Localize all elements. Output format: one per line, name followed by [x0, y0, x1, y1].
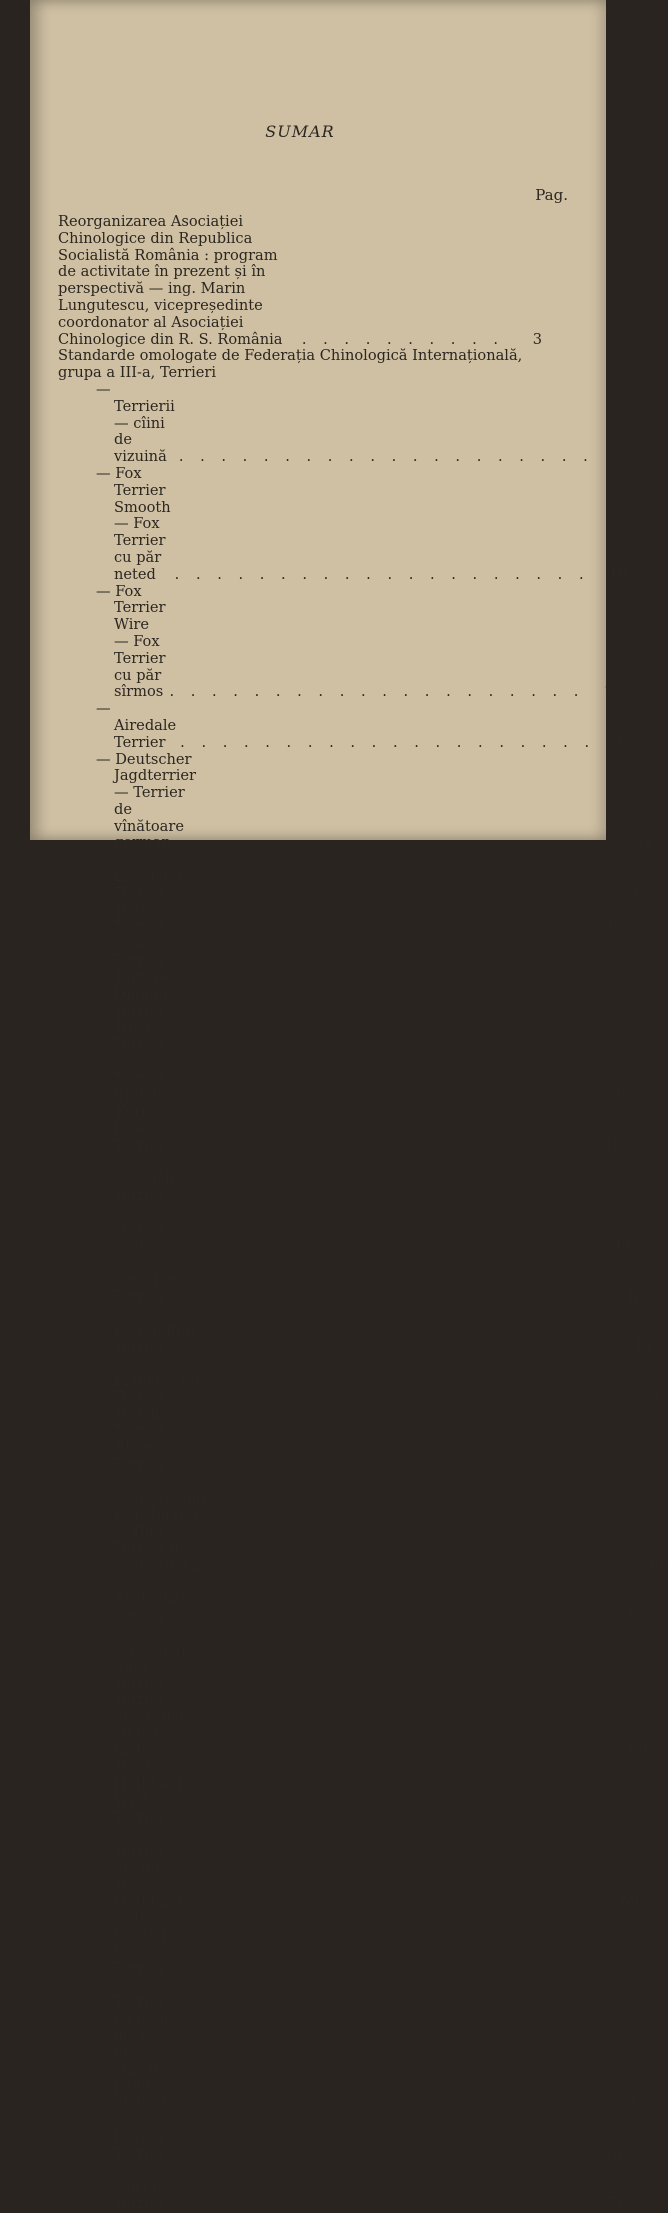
toc-entry — [58, 1355, 660, 1406]
toc-entry-text: — Norfolk Terrier — [96, 2161, 171, 2213]
standards-heading — [58, 348, 542, 382]
toc-entry — [58, 968, 635, 1020]
toc-page-number: 72 — [617, 2094, 637, 2112]
standards-heading-text: Standarde omologate de Federația Chinologică Internațională, grupa a III-a, Terrieri — [58, 347, 523, 382]
toc-entry — [58, 1909, 637, 2112]
dot-leader: . . . . . . . . . . . . . . . . . . . . — [194, 1607, 610, 1625]
toc-page-number: 66 — [628, 1741, 648, 1759]
toc-page-number: 36 — [612, 1086, 631, 1104]
toc-page-number: 22 — [634, 834, 653, 852]
toc-entry-text: — Cairn Terrier — [96, 935, 166, 970]
toc-page-number: 40 — [603, 1136, 623, 1154]
toc-page-number: 60 — [649, 1556, 668, 1574]
toc-entry-text: — Welsh Terrier — [96, 1405, 166, 1440]
dot-leader: . . . . . . . . . . . . . . . . . . . . — [180, 733, 596, 751]
toc-entry — [58, 2111, 623, 2162]
dot-leader: . . . . . . . . . . . . . . . . . . . . — [186, 1892, 602, 1910]
toc-page-number: 18 — [614, 733, 634, 751]
toc-entry-list — [58, 380, 668, 2213]
toc-entry-text: — Dandie Dinmont Terrier — [96, 968, 178, 1020]
toc-page-number: 8 — [622, 448, 632, 466]
dot-leader: . . . . . . . . . . . . . . . . . . . . — [194, 1741, 610, 1759]
toc-entry — [58, 935, 623, 970]
dot-leader: . . . . . . . . . . . . . . . . . . . . — [174, 565, 590, 583]
dot-leader: . . . . . . . . . . . . . . . . . . . . — [183, 2094, 599, 2112]
toc-entry-text: — Scottish Terrier — Terrier scoțian — [96, 1153, 175, 1255]
toc-entry — [58, 1019, 631, 1104]
book-page — [30, 0, 668, 2213]
toc-entry — [58, 582, 623, 702]
toc-entry — [58, 750, 653, 853]
toc-entry-text: — Manchester Terrier — [96, 1355, 203, 1406]
dot-leader: . . . . . . . . . . . . . . . . . . . . — [215, 1556, 631, 1574]
toc-page-number: 57 — [603, 1455, 623, 1473]
toc-entry — [58, 464, 628, 584]
toc-entry-text: — Fox Terrier Wire — Fox Terrier cu păr sîrmos — [96, 582, 166, 701]
toc-page-number: 52 — [640, 1388, 660, 1406]
toc-entry — [58, 851, 639, 902]
toc-page-number: 63 — [628, 1607, 648, 1625]
toc-entry-text: — Border Terrier — [96, 2111, 166, 2162]
dot-leader: . . . . . . . . . . . . . . . . . . . . — [206, 1388, 622, 1406]
dot-leader: . . . . . . . . . . . . . . . . . . . . — [169, 1136, 585, 1154]
toc-entry — [58, 1103, 623, 1154]
toc-entry — [58, 380, 632, 466]
toc-entry — [58, 901, 623, 937]
dot-leader: . . . . . . . . . . . . . . . . . . . . — [181, 1002, 597, 1020]
toc-entry-text: — Fox Terrier Smooth — Fox Terrier cu păr neted — [96, 464, 171, 583]
dot-leader: . . . . . . . . . . . . . . . . . . . . — [169, 1422, 585, 1440]
toc-entry-text: — Lakeland Terrier — [96, 851, 182, 902]
dot-leader: . . . . . . . . . . . . . . . . . . . . — [169, 1455, 585, 1473]
toc-page-number: 76 — [603, 2144, 623, 2162]
toc-entry — [58, 1439, 623, 1474]
dot-leader: . . . . . . . . . . . . . . . . . . . . — [174, 2195, 590, 2213]
toc-page-number: 13 — [603, 683, 623, 701]
toc-entry — [58, 1573, 648, 1625]
toc-entry-text: — Bull Terrier — [96, 901, 166, 936]
toc-page-number: 49 — [633, 1338, 652, 1356]
page-column-header: Pag. — [535, 186, 568, 204]
toc-page-number: 10 — [609, 565, 628, 583]
dot-leader: . . . . . . . . . . . . . . . . . . . . — [169, 952, 585, 970]
toc-page-number: 69 — [620, 1892, 640, 1910]
dot-leader: . . . . . . . . . . . . . . . . . . . . — [169, 683, 585, 701]
toc-page-number: 78 — [608, 2195, 628, 2213]
toc-entry-text: — Soft-Coated Wheaten Terrier — Terrier cu blana moale, de culoarea paiului de grîu — [96, 1909, 180, 2112]
toc-entry-text: — Irish Terrier — Terrier irlandez — [96, 1019, 175, 1104]
toc-entry — [58, 1472, 668, 1575]
dot-leader: . . . . . . . . . . . . . . . . . . . . — [178, 448, 594, 466]
toc-page-number: 32 — [616, 1002, 635, 1020]
toc-entry — [58, 1254, 644, 1305]
toc-page-number: 55 — [603, 1422, 623, 1440]
table-of-contents — [58, 213, 668, 2213]
toc-page-number: 46 — [624, 1288, 644, 1305]
dot-leader: . . . . . . . . . . — [301, 330, 504, 348]
toc-entry-text: — Bedlington Terrier — [96, 1304, 195, 1356]
toc-entry-text: — West Highland White Terrier — Terrier alb de West Highland — [96, 1758, 183, 1910]
dot-leader: . . . . . . . . . . . . . . . . . . . . — [169, 918, 585, 936]
toc-page-number: 29 — [603, 952, 623, 970]
toc-entry-text: — Staffordshire Bull Terrier — Bull Terrier de Staffordshire — [96, 1472, 212, 1574]
toc-entry — [58, 1153, 632, 1256]
toc-entry-intro — [58, 214, 542, 348]
toc-entry-text: — Australian Silky Terrier — Terrier australian cu păr mătăsos — [96, 1623, 191, 1759]
toc-entry-text: — Skye Terrier — [96, 1439, 166, 1473]
toc-entry-text: — Deutscher Jagdterrier — Terrier de vînătoare german — [96, 750, 196, 852]
toc-entry-text: — Kerry Blue Terrier — [96, 1103, 166, 1154]
dot-leader: . . . . . . . . . . . . . . . . . . . . — [178, 1086, 593, 1104]
toc-page-number: 3 — [532, 330, 542, 348]
toc-entry — [58, 1758, 640, 1910]
toc-page-number: 26 — [603, 918, 623, 936]
dot-leader: . . . . . . . . . . . . . . . . . . . . — [169, 2144, 585, 2162]
dot-leader: . . . . . . . . . . . . . . . . . . . . — [190, 1288, 606, 1305]
toc-page-number: 43 — [612, 1237, 632, 1255]
toc-entry — [58, 1623, 648, 1759]
toc-entry-text: — Australian Terrier — [96, 1573, 191, 1625]
dot-leader: . . . . . . . . . . . . . . . . . . . . — [185, 884, 601, 902]
dot-leader: . . . . . . . . . . . . . . . . . . . . — [199, 834, 615, 852]
toc-entry — [58, 2161, 628, 2213]
toc-entry-text: — Airedale Terrier — [96, 700, 177, 751]
toc-entry — [58, 1304, 652, 1356]
page-title: SUMAR — [265, 122, 335, 141]
toc-entry-text: — Terrierii — cîini de vizuină — [96, 380, 175, 466]
toc-entry — [58, 1405, 623, 1441]
dot-leader: . . . . . . . . . . . . . . . . . . . . — [178, 1237, 594, 1255]
dot-leader: . . . . . . . . . . . . . . . . . . . . — [198, 1338, 614, 1356]
toc-entry-text: Reorganizarea Asociației Chinologice din Republica Socialistă România : program de activitate în prezent și în perspectivă — ing. Marin Lungutescu, vicepreședinte coordonator al Asociației Chinologice din R. S. România — [58, 213, 283, 348]
toc-entry — [58, 700, 634, 751]
toc-entry-text: — Sealyham Terrier — [96, 1254, 187, 1305]
toc-page-number: 24 — [620, 884, 639, 902]
